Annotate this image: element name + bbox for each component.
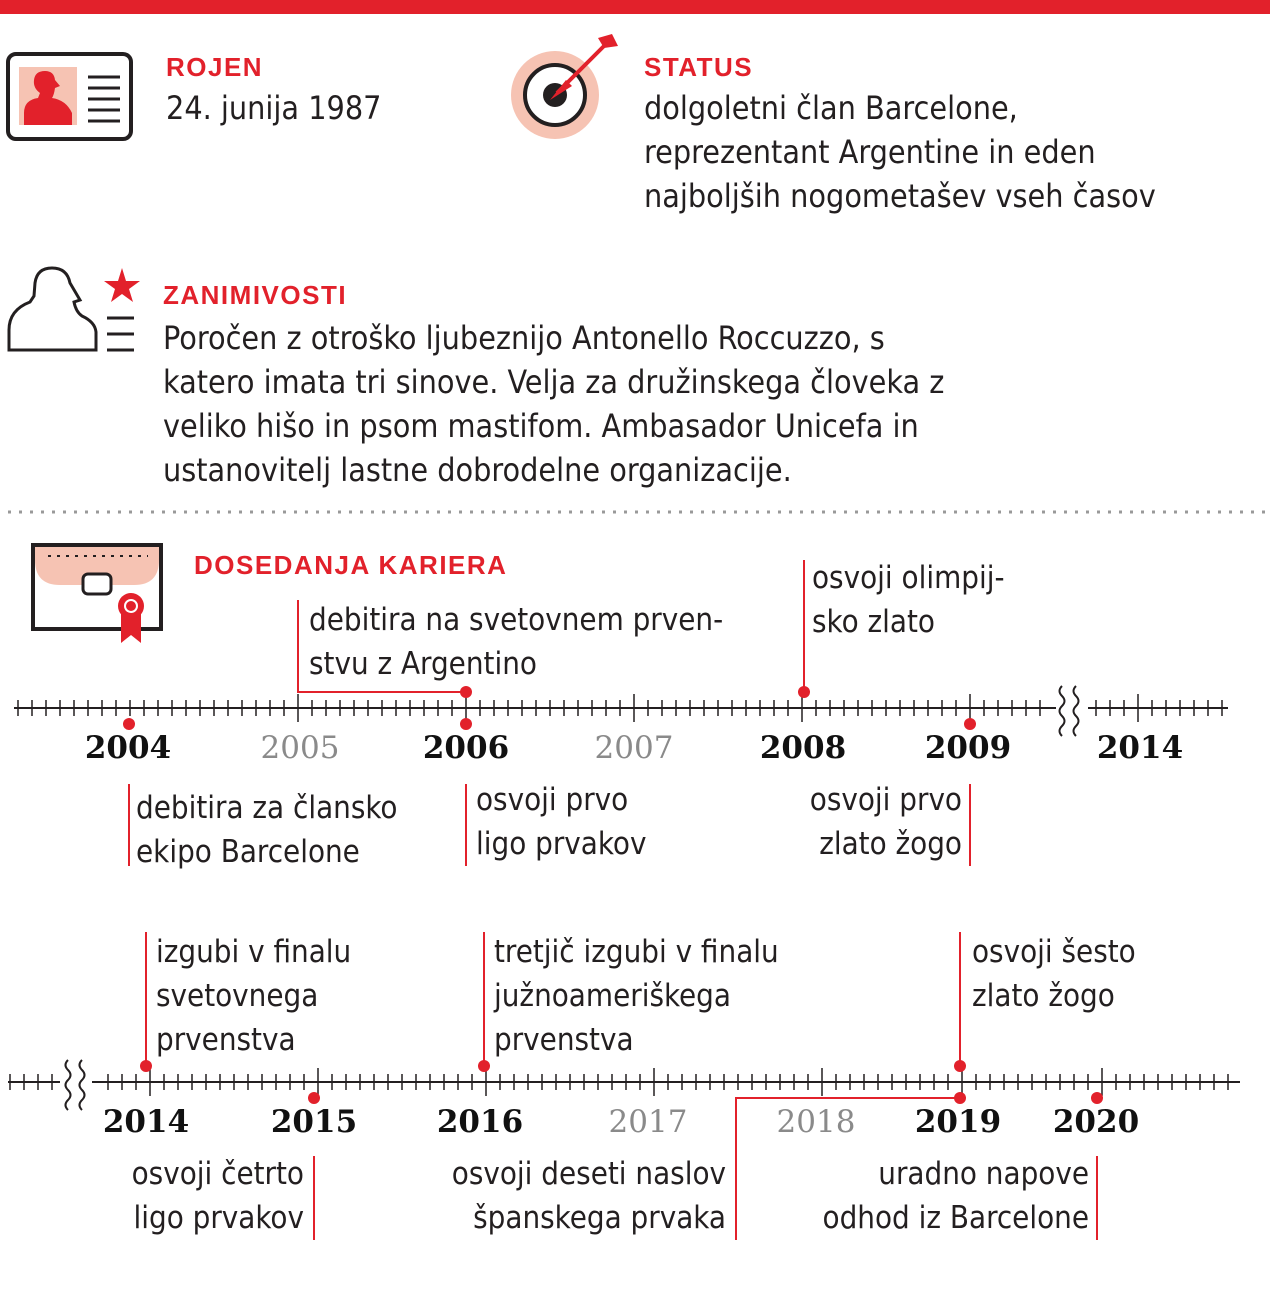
axis-break-icon [66,1060,85,1110]
year-label: 2018 [776,1104,856,1140]
trivia-line: Poročen z otroško ljubeznijo Antonello Roccuzzo, s [163,319,885,357]
event-line: osvoji prvo [809,782,962,818]
event-line: izgubi v finalu [156,934,352,970]
event-2015-fourth-champions-league [132,1152,304,1240]
trivia-label: ZANIMIVOSTI [163,280,348,310]
event-2006-world-cup-debut [309,598,723,686]
event-2006-first-champions-league [476,778,647,866]
event-line: odhod iz Barcelone [822,1200,1089,1236]
year-label: 2005 [260,730,340,766]
year-label: 2009 [924,730,1012,766]
trivia-line: ustanovitelj lastne dobrodelne organizacije. [163,451,792,489]
event-2004-barcelona-debut [136,786,398,874]
event-line: zlato žogo [819,826,962,862]
event-line: debitira na svetovnem prven- [309,602,724,638]
marker-dot [964,718,976,730]
event-line: prvenstva [156,1022,296,1058]
marker-dot [308,1092,320,1104]
star-icon [104,268,140,302]
event-2020-leaving-barcelona [823,1152,1089,1240]
year-label: 2015 [270,1104,358,1140]
event-line: sko zlato [812,604,935,640]
certificate-icon [33,545,161,643]
status-line: reprezentant Argentine in eden [644,133,1096,171]
event-2019-sixth-ballon-dor [972,930,1136,1018]
id-card-icon [8,54,131,139]
event-2016-copa-america-final [494,930,779,1062]
timeline-2-axis [8,1068,1240,1096]
event-line: debitira za člansko [136,790,398,826]
marker-dot [954,1092,966,1104]
year-label: 2007 [594,730,674,766]
born-label: ROJEN [166,52,264,82]
event-line: osvoji četrto [131,1156,304,1192]
event-2018-tenth-spanish-title [452,1152,726,1240]
target-icon [511,34,618,139]
year-label: 2008 [759,730,847,766]
status-text [644,86,1156,218]
event-line: ligo prvakov [133,1200,304,1236]
marker-dot [478,1060,490,1072]
axis-break-icon [1060,686,1079,736]
year-label: 2020 [1052,1104,1140,1140]
event-line: osvoji šesto [972,934,1136,970]
event-line: zlato žogo [972,978,1115,1014]
trivia-line: katero imata tri sinove. Velja za družinskega človeka z [163,363,945,401]
event-line: osvoji prvo [476,782,629,818]
status-line: najboljših nogometašev vseh časov [644,177,1156,215]
year-label: 2016 [436,1104,524,1140]
marker-dot [1091,1092,1103,1104]
status-line: dolgoletni član Barcelone, [644,89,1018,127]
event-line: ekipo Barcelone [136,834,360,870]
career-label: DOSEDANJA KARIERA [194,550,508,580]
year-label: 2004 [84,730,172,766]
timeline-1-axis [14,694,1228,722]
event-line: ligo prvakov [476,826,647,862]
marker-dot [460,686,472,698]
event-line: stvu z Argentino [309,646,537,682]
marker-dot [954,1060,966,1072]
event-line: španskega prvaka [473,1200,726,1236]
event-line: uradno napove [878,1156,1089,1192]
event-line: prvenstva [494,1022,634,1058]
year-label: 2017 [608,1104,688,1140]
year-label: 2014 [1096,730,1184,766]
year-label: 2019 [914,1104,1002,1140]
trivia-line: veliko hišo in psom mastifom. Ambasador Unicefa in [163,407,919,445]
marker-dot [123,718,135,730]
year-label: 2014 [102,1104,190,1140]
event-2009-first-ballon-dor [810,778,962,866]
event-line: osvoji olimpij- [812,560,1005,596]
trivia-text [163,316,944,492]
event-line: osvoji deseti naslov [451,1156,726,1192]
year-label: 2006 [422,730,510,766]
event-line: tretjič izgubi v finalu [494,934,779,970]
event-line: svetovnega [156,978,319,1014]
marker-dot [460,718,472,730]
event-2014-world-cup-final [156,930,351,1062]
born-value: 24. junija 1987 [166,89,382,127]
status-label: STATUS [644,52,754,82]
marker-dot [140,1060,152,1072]
event-2008-olympic-gold [812,556,1005,644]
marker-dot [798,686,810,698]
event-line: južnoameriškega [494,978,731,1014]
person-star-icon [9,268,134,350]
